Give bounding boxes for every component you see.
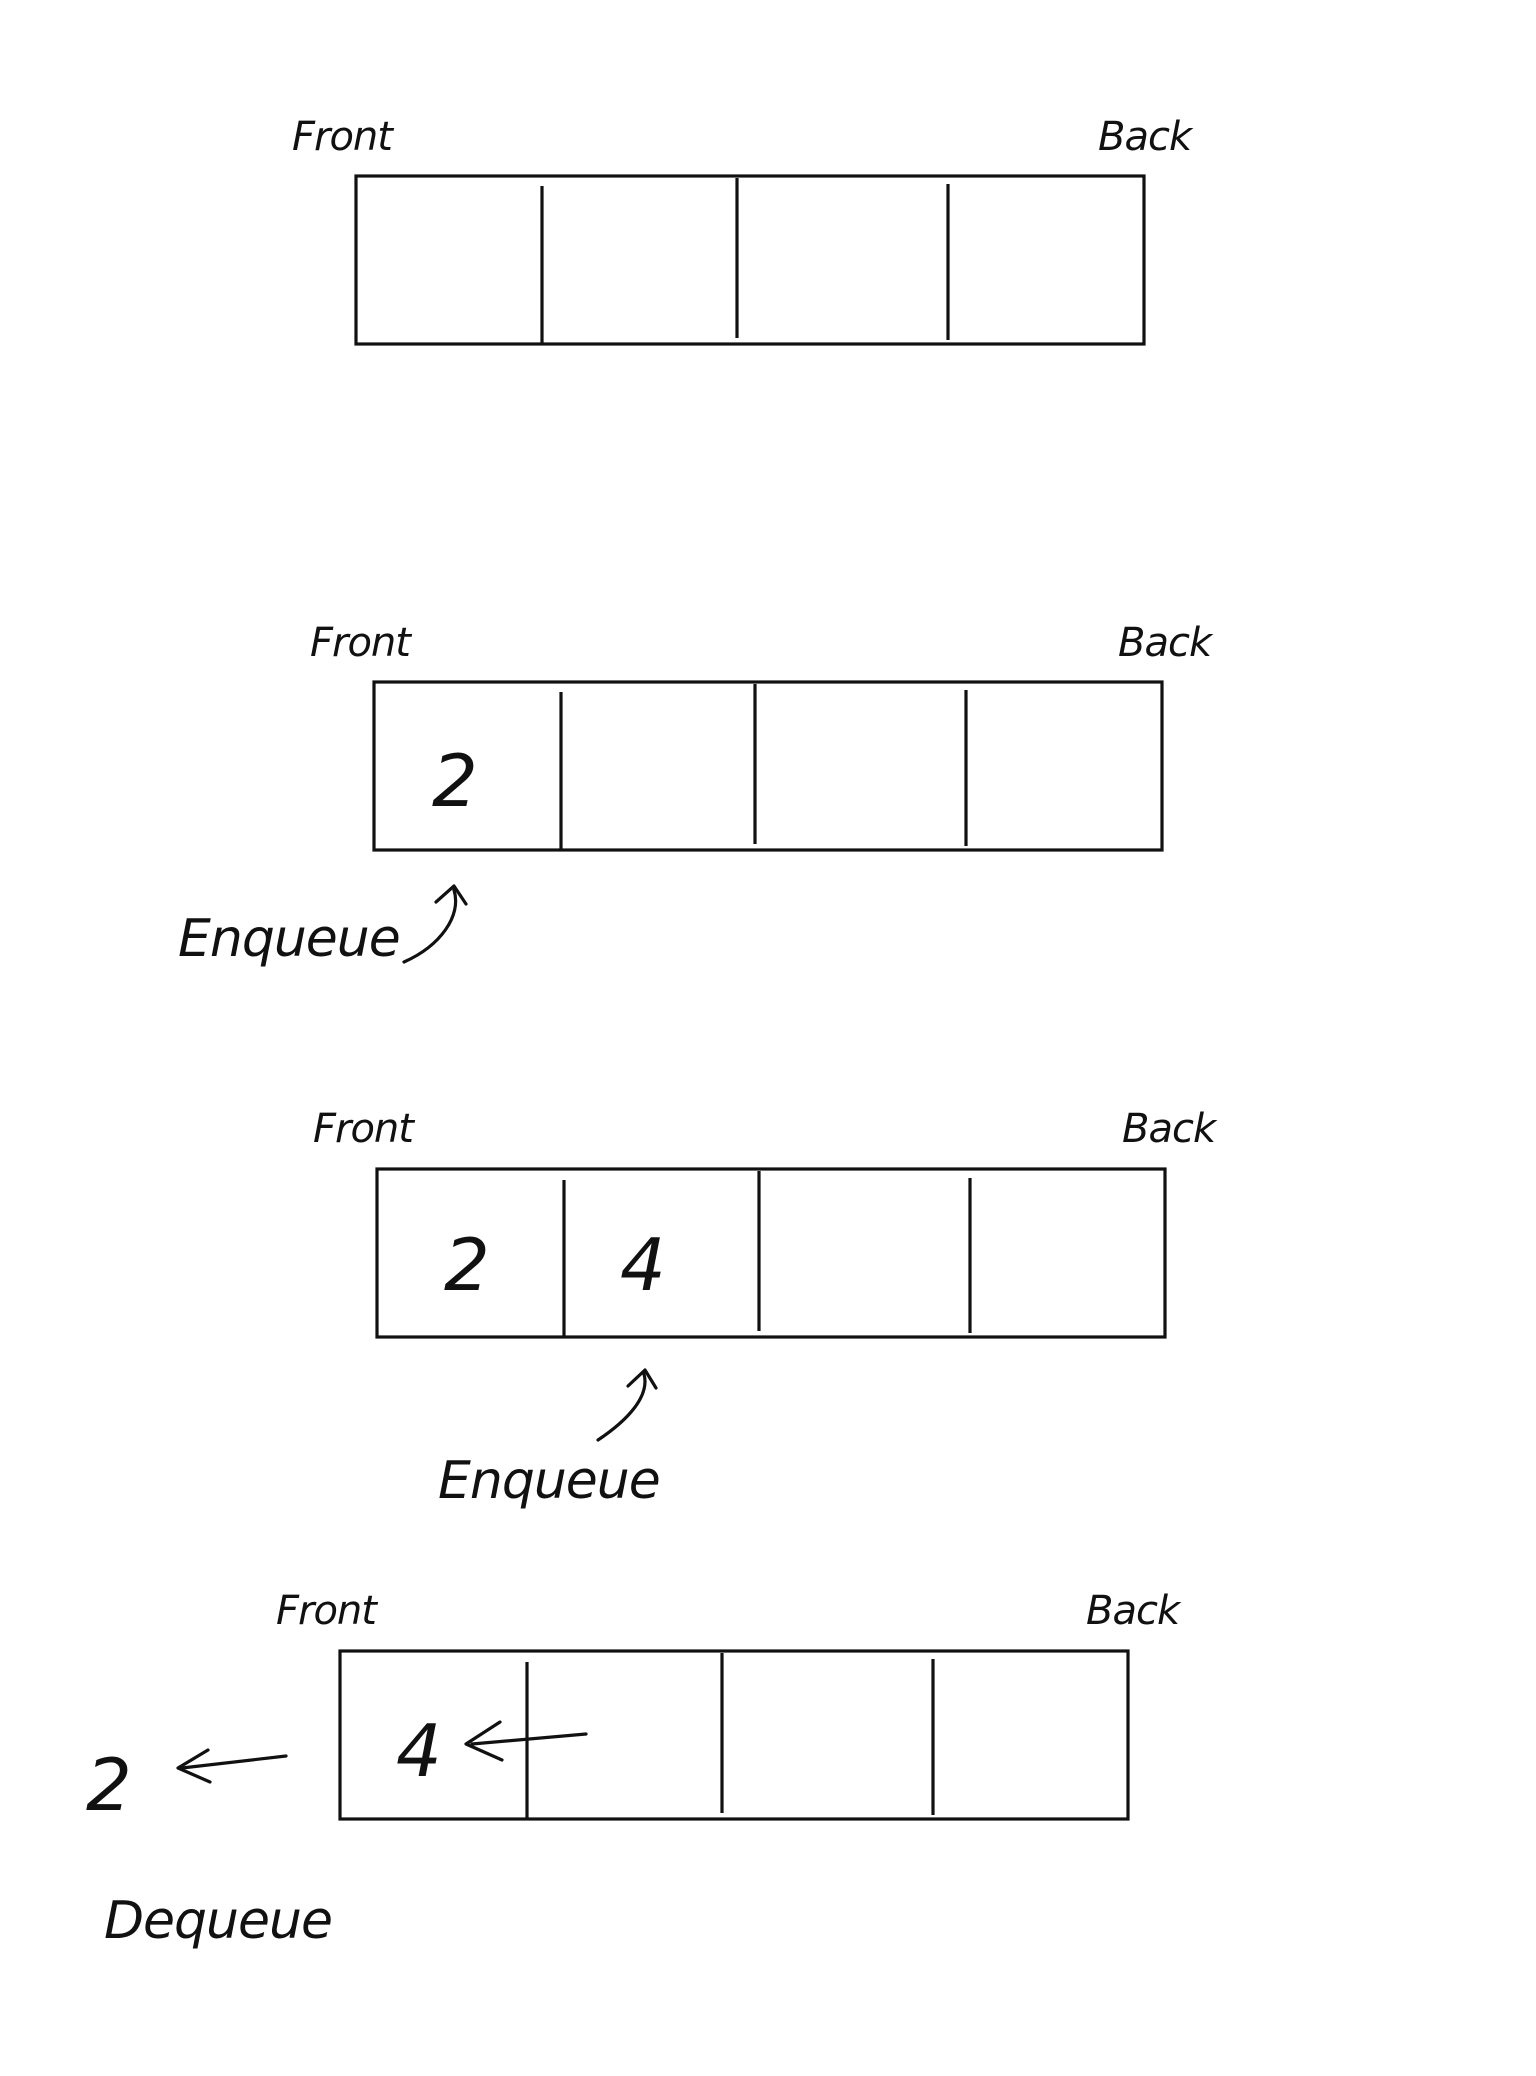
front-label: Front: [276, 1588, 376, 1634]
queue-box: [377, 1169, 1165, 1337]
queue-state-3: [313, 1106, 1218, 1511]
queue-state-1: [292, 114, 1194, 344]
back-label: Back: [1098, 114, 1192, 160]
back-label: Back: [1086, 1588, 1180, 1634]
back-label: Back: [1122, 1106, 1216, 1152]
front-label: Front: [292, 114, 392, 160]
arrow-head: [436, 886, 466, 904]
enqueue-arrow: [598, 1374, 645, 1440]
front-label: Front: [310, 620, 410, 666]
removed-value: 2: [86, 1743, 132, 1827]
queue-cell: 4: [396, 1709, 442, 1793]
operation-label: Enqueue: [438, 1451, 660, 1511]
queue-box: [356, 176, 1144, 344]
queue-state-2: [178, 620, 1214, 969]
queue-cell: 2: [432, 739, 478, 823]
queue-cell: 4: [620, 1223, 666, 1307]
queue-state-4: [86, 1588, 1182, 1951]
enqueue-arrow: [404, 890, 456, 962]
back-label: Back: [1118, 620, 1212, 666]
queue-box: [340, 1651, 1128, 1819]
operation-label: Enqueue: [178, 909, 400, 969]
arrow-head: [628, 1370, 656, 1388]
front-label: Front: [313, 1106, 413, 1152]
operation-label: Dequeue: [104, 1891, 332, 1951]
queue-cell: 2: [444, 1223, 490, 1307]
shift-arrow: [472, 1734, 586, 1744]
queue-box: [374, 682, 1162, 850]
